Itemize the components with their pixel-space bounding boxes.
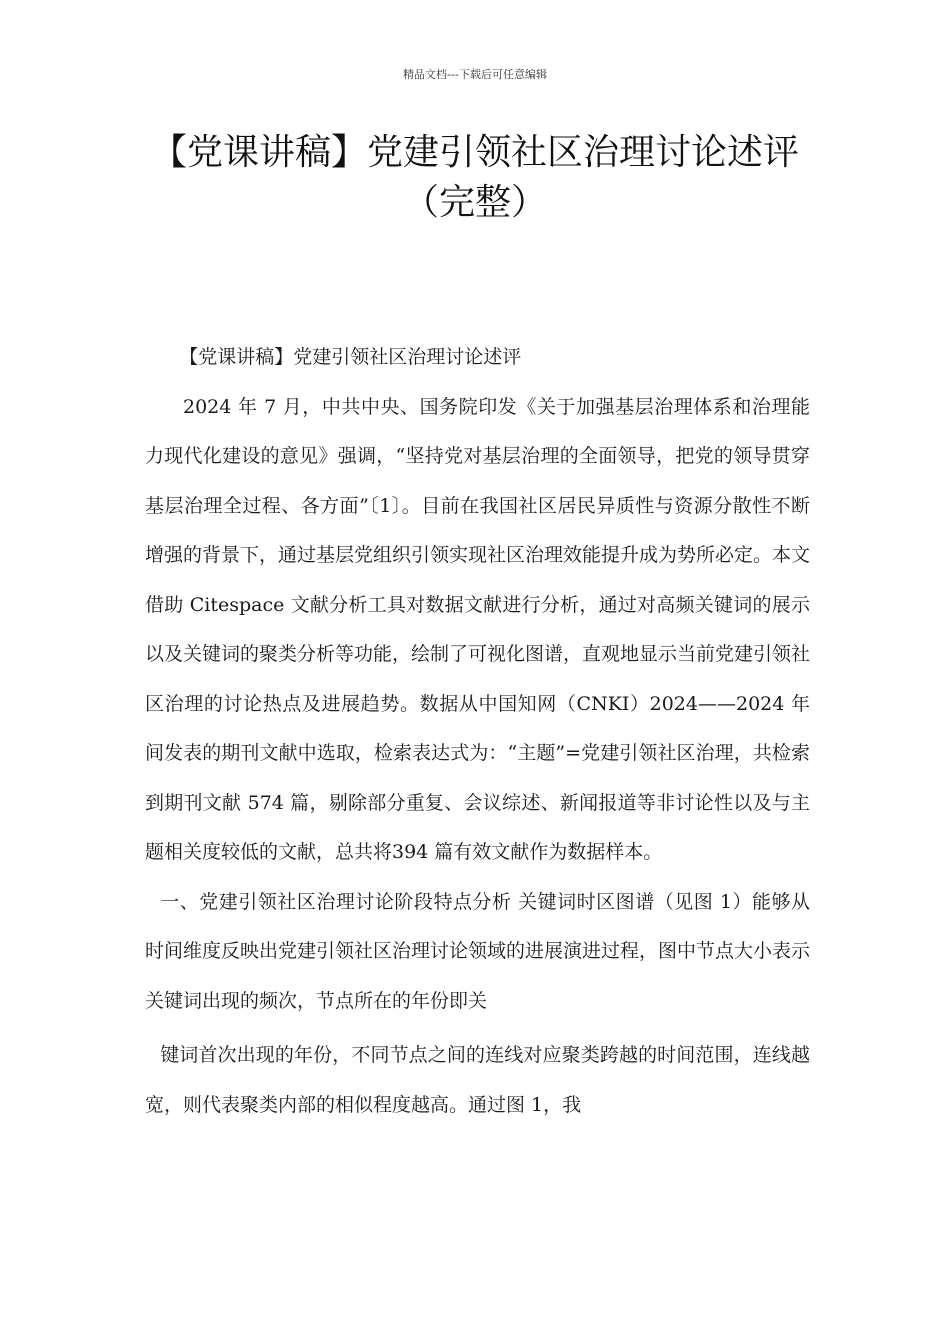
document-title: 【党课讲稿】党建引领社区治理讨论述评（完整） — [150, 132, 799, 223]
document-body — [145, 333, 810, 1130]
continuation-paragraph: 键词首次出现的年份，不同节点之间的连线对应聚类跨越的时间范围，连线越宽，则代表聚类内部的相似程度越高。通过图 1，我 — [145, 1044, 810, 1116]
body-paragraph: 2024 年 7 月，中共中央、国务院印发《关于加强基层治理体系和治理能力现代化建设的意见》强调，“坚持党对基层治理的全面领导，把党的领导贯穿基层治理全过程、各方面”〔1〕。目前在我国社区居民异质性与资源分散性不断增强的背景下，通过基层党组织引领实现社区治理效能提升成为势所必定。本文借助 Citespace 文献分析工具对数据文献进行分析，通过对高频关键词的展示以及关键词的聚类分析等功能，绘制了可视化图谱，直观地显示当前党建引领社区治理的讨论热点及进展趋势。数据从中国知网（CNKI）2024——2024 年间发表的期刊文献中选取，检索表达式为：“主题”=党建引领社区治理，共检索到期刊文献 574 篇，剔除部分重复、会议综述、新闻报道等非讨论性以及与主题相关度较低的文献，总共将394 篇有效文献作为数据样本。 — [145, 395, 811, 863]
header-note: 精品文档---下载后可任意编辑 — [403, 68, 547, 81]
subtitle-paragraph: 【党课讲稿】党建引领社区治理讨论述评 — [179, 346, 522, 368]
section-paragraph: 一、党建引领社区治理讨论阶段特点分析 关键词时区图谱（见图 1）能够从时间维度反映出党建引领社区治理讨论领域的进展演进过程，图中节点大小表示关键词出现的频次，节点所在的年份即关 — [145, 890, 811, 1012]
